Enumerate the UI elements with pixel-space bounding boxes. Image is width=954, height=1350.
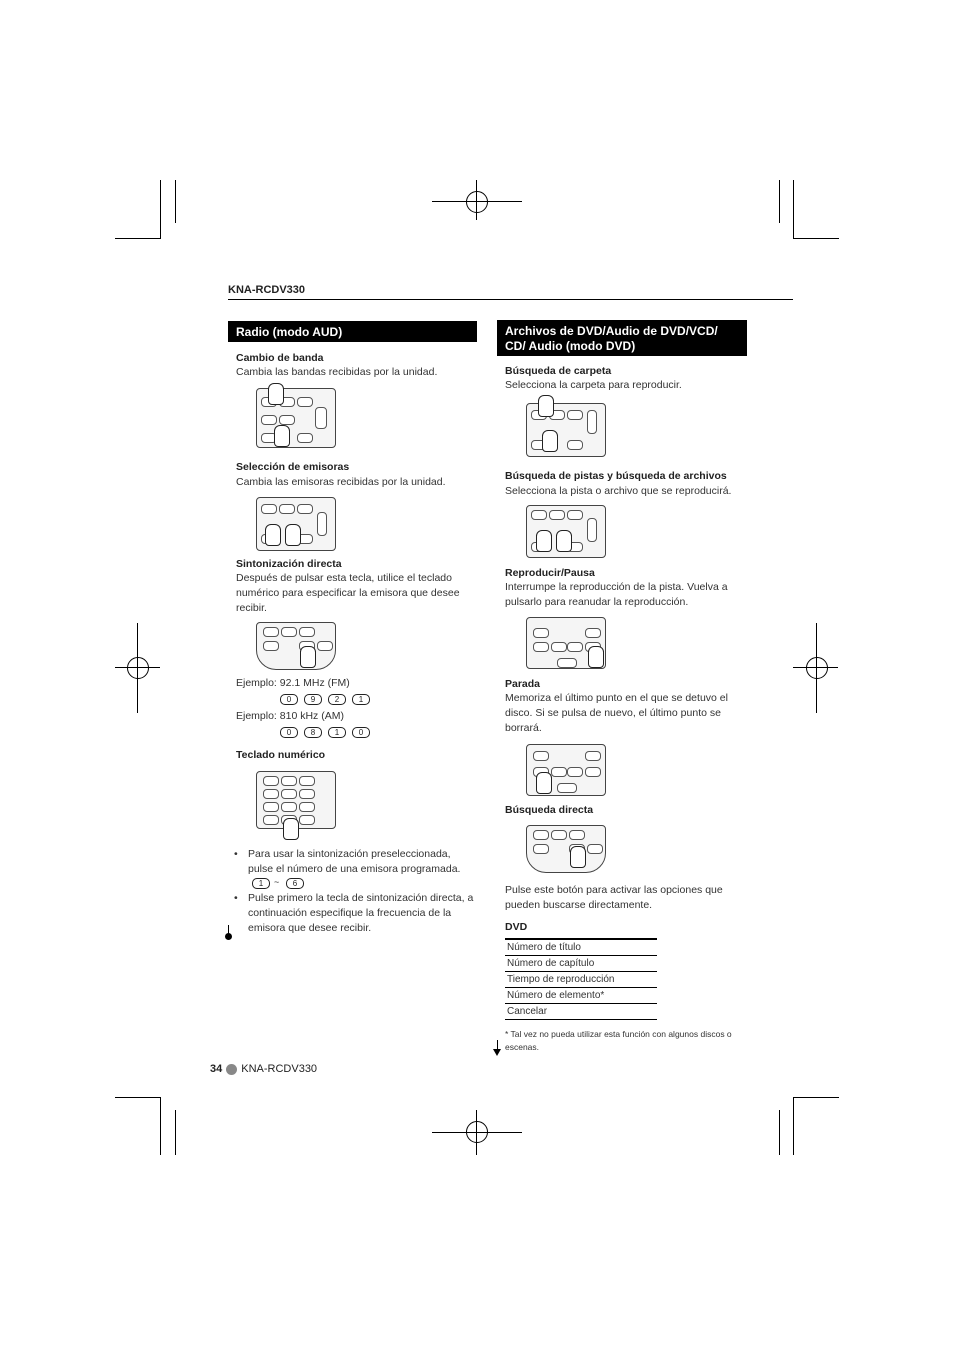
hand-icon (536, 772, 552, 794)
remote-illustration (526, 825, 606, 873)
text-track-search: Selecciona la pista o archivo que se reproducirá. (505, 485, 732, 497)
key-1: 1 (352, 694, 370, 705)
text-band-change: Cambia las bandas recibidas por la unidad. (236, 366, 438, 378)
text-direct-tuning: Después de pulsar esta tecla, utilice el teclado numérico para especificar la emisora que desee recibir. (236, 572, 460, 614)
hand-icon (542, 430, 558, 452)
bullet-preset: Para usar la sintonización preseleccionada, pulse el número de una emisora programada. (248, 848, 461, 875)
column-end-dot (225, 933, 232, 940)
hand-icon (300, 646, 316, 668)
dvd-option: Número de elemento* (505, 988, 657, 1004)
key-9: 9 (304, 694, 322, 705)
heading-play-pause: Reproducir/Pausa (505, 567, 595, 579)
page-footer (210, 1063, 317, 1075)
hand-icon (274, 425, 290, 447)
heading-band-change: Cambio de banda (236, 352, 324, 364)
key-6: 6 (286, 878, 304, 889)
hand-icon (283, 818, 299, 840)
key-0: 0 (352, 727, 370, 738)
text-direct-search: Pulse este botón para activar las opciones que pueden buscarse directamente. (505, 884, 723, 911)
key-2: 2 (328, 694, 346, 705)
text-stop: Memoriza el último punto en el que se detuvo el disco. Si se pulsa de nuevo, el último punto se borrará. (505, 692, 728, 734)
heading-direct-search: Búsqueda directa (505, 804, 594, 816)
text-play-pause: Interrumpe la reproducción de la pista. Vuelva a pulsarlo para reanudar la reproducción. (505, 581, 728, 608)
dvd-option: Número de título (505, 938, 657, 956)
header-rule (228, 299, 793, 300)
page-number: 34 (210, 1063, 223, 1075)
text-folder-search: Selecciona la carpeta para reproducir. (505, 379, 682, 391)
example-am: Ejemplo: 810 kHz (AM) (236, 710, 344, 722)
arrow-down-icon (493, 1049, 501, 1056)
dvd-option: Tiempo de reproducción (505, 972, 657, 988)
bullet-direct: Pulse primero la tecla de sintonización directa, a continuación especifique la frecuencia de la emisora que desee recibir. (248, 892, 474, 934)
heading-keypad: Teclado numérico (236, 749, 326, 761)
hand-icon (268, 383, 284, 405)
section-title-dvd: Archivos de DVD/Audio de DVD/VCD/ CD/ Audio (modo DVD) (497, 320, 747, 356)
remote-illustration (256, 622, 336, 670)
footnote: * Tal vez no pueda utilizar esta función con algunos discos o escenas. (505, 1029, 732, 1052)
key-0: 0 (280, 694, 298, 705)
hand-icon (265, 524, 281, 546)
section-title-radio: Radio (modo AUD) (228, 321, 477, 341)
section-rule (228, 341, 477, 342)
key-1: 1 (252, 878, 270, 889)
hand-icon (538, 395, 554, 417)
dvd-label: DVD (505, 921, 528, 933)
dvd-options-table (505, 938, 657, 1020)
page-header-title: KNA-RCDV330 (228, 284, 306, 296)
heading-stop: Parada (505, 678, 541, 690)
key-0: 0 (280, 727, 298, 738)
example-fm: Ejemplo: 92.1 MHz (FM) (236, 677, 350, 689)
footer-model: KNA-RCDV330 (241, 1063, 318, 1075)
hand-icon (536, 530, 552, 552)
text-station-select: Cambia las emisoras recibidas por la unidad. (236, 476, 446, 488)
dot-icon (226, 1064, 237, 1075)
key-8: 8 (304, 727, 322, 738)
key-1: 1 (328, 727, 346, 738)
bullet-marker: • (234, 848, 238, 860)
heading-track-search: Búsqueda de pistas y búsqueda de archivos (505, 470, 727, 482)
hand-icon (588, 646, 604, 668)
heading-station-select: Selección de emisoras (236, 461, 350, 473)
hand-icon (285, 524, 301, 546)
heading-direct-tuning: Sintonización directa (236, 558, 342, 570)
hand-icon (556, 530, 572, 552)
heading-folder-search: Búsqueda de carpeta (505, 365, 612, 377)
range-separator: ~ (274, 877, 280, 887)
bullet-marker: • (234, 892, 238, 904)
dvd-option: Cancelar (505, 1004, 657, 1020)
hand-icon (570, 846, 586, 868)
dvd-option: Número de capítulo (505, 956, 657, 972)
